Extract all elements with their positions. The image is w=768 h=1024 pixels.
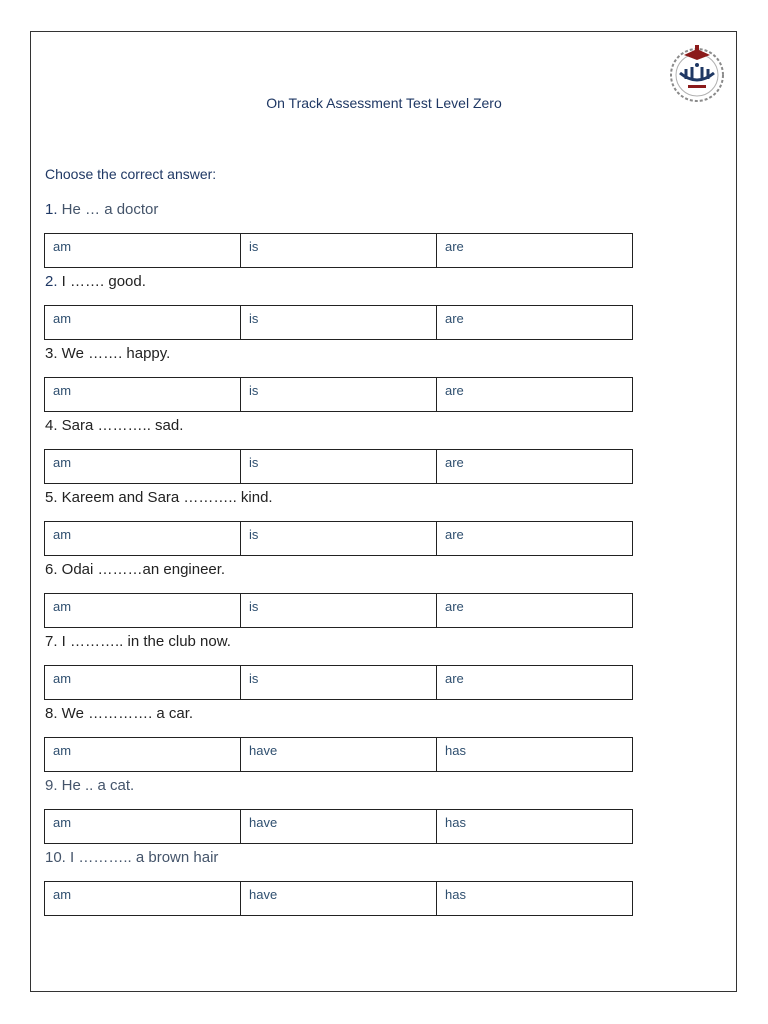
option-cell[interactable]: am xyxy=(53,527,72,542)
option-cell[interactable]: have xyxy=(240,738,436,771)
option-cell[interactable]: are xyxy=(436,666,632,699)
question-1 xyxy=(44,199,634,271)
question-3 xyxy=(44,343,634,415)
answer-options xyxy=(44,593,633,628)
option-cell[interactable]: have xyxy=(240,882,436,915)
option-cell[interactable]: am xyxy=(53,743,72,758)
school-crest-logo xyxy=(664,43,730,103)
page-title: On Track Assessment Test Level Zero xyxy=(266,95,502,111)
option-cell[interactable]: are xyxy=(436,234,632,267)
question-text xyxy=(45,415,183,441)
option-cell[interactable]: is xyxy=(240,234,436,267)
question-text xyxy=(45,703,193,729)
option-cell[interactable]: is xyxy=(240,450,436,483)
question-4 xyxy=(44,415,634,487)
question-prompt: 6. Odai ………an engineer. xyxy=(45,561,226,578)
question-text xyxy=(45,271,146,297)
answer-options xyxy=(44,305,633,340)
option-cell[interactable]: is xyxy=(240,378,436,411)
question-text xyxy=(45,199,158,225)
option-cell[interactable]: is xyxy=(240,522,436,555)
question-prompt: 5. Kareem and Sara ……….. kind. xyxy=(45,489,273,506)
question-text xyxy=(45,631,231,657)
option-cell[interactable]: is xyxy=(240,594,436,627)
answer-options xyxy=(44,881,633,916)
answer-options xyxy=(44,377,633,412)
question-text xyxy=(45,487,273,513)
option-cell[interactable]: am xyxy=(53,671,72,686)
answer-options xyxy=(44,665,633,700)
option-cell[interactable]: am xyxy=(53,455,72,470)
question-5 xyxy=(44,487,634,559)
question-9 xyxy=(44,775,634,847)
question-number: 1. xyxy=(45,201,58,218)
question-text xyxy=(45,343,170,369)
option-cell[interactable]: am xyxy=(53,383,72,398)
instruction-text: Choose the correct answer: xyxy=(45,166,217,182)
question-text xyxy=(45,775,134,801)
question-prompt: 7. I ……….. in the club now. xyxy=(45,633,231,650)
question-number: 2. xyxy=(45,273,58,290)
question-prompt: 8. We …………. a car. xyxy=(45,705,194,722)
option-cell[interactable]: am xyxy=(53,239,72,254)
question-list xyxy=(44,199,634,919)
question-7 xyxy=(44,631,634,703)
question-2 xyxy=(44,271,634,343)
option-cell[interactable]: is xyxy=(240,666,436,699)
option-cell[interactable]: are xyxy=(436,594,632,627)
answer-options xyxy=(44,521,633,556)
option-cell[interactable]: are xyxy=(436,378,632,411)
option-cell[interactable]: am xyxy=(53,311,72,326)
question-text xyxy=(45,559,225,585)
question-text xyxy=(45,847,218,873)
question-8 xyxy=(44,703,634,775)
option-cell[interactable]: are xyxy=(436,450,632,483)
question-10 xyxy=(44,847,634,919)
option-cell[interactable]: am xyxy=(53,887,72,902)
question-6 xyxy=(44,559,634,631)
option-cell[interactable]: am xyxy=(53,599,72,614)
option-cell[interactable]: has xyxy=(436,738,632,771)
question-prompt: I ……. good. xyxy=(57,273,146,290)
answer-options xyxy=(44,737,633,772)
answer-options xyxy=(44,449,633,484)
question-prompt: 10. I ……….. a brown hair xyxy=(45,849,219,866)
answer-options xyxy=(44,233,633,268)
option-cell[interactable]: is xyxy=(240,306,436,339)
option-cell[interactable]: has xyxy=(436,810,632,843)
option-cell[interactable]: are xyxy=(436,306,632,339)
answer-options xyxy=(44,809,633,844)
question-prompt: 9. He .. a cat. xyxy=(45,777,135,794)
option-cell[interactable]: have xyxy=(240,810,436,843)
option-cell[interactable]: am xyxy=(53,815,72,830)
question-prompt: 3. We ……. happy. xyxy=(45,345,171,362)
question-prompt: 4. Sara ……….. sad. xyxy=(45,417,184,434)
option-cell[interactable]: are xyxy=(436,522,632,555)
question-prompt: He … a doctor xyxy=(57,201,159,218)
option-cell[interactable]: has xyxy=(436,882,632,915)
